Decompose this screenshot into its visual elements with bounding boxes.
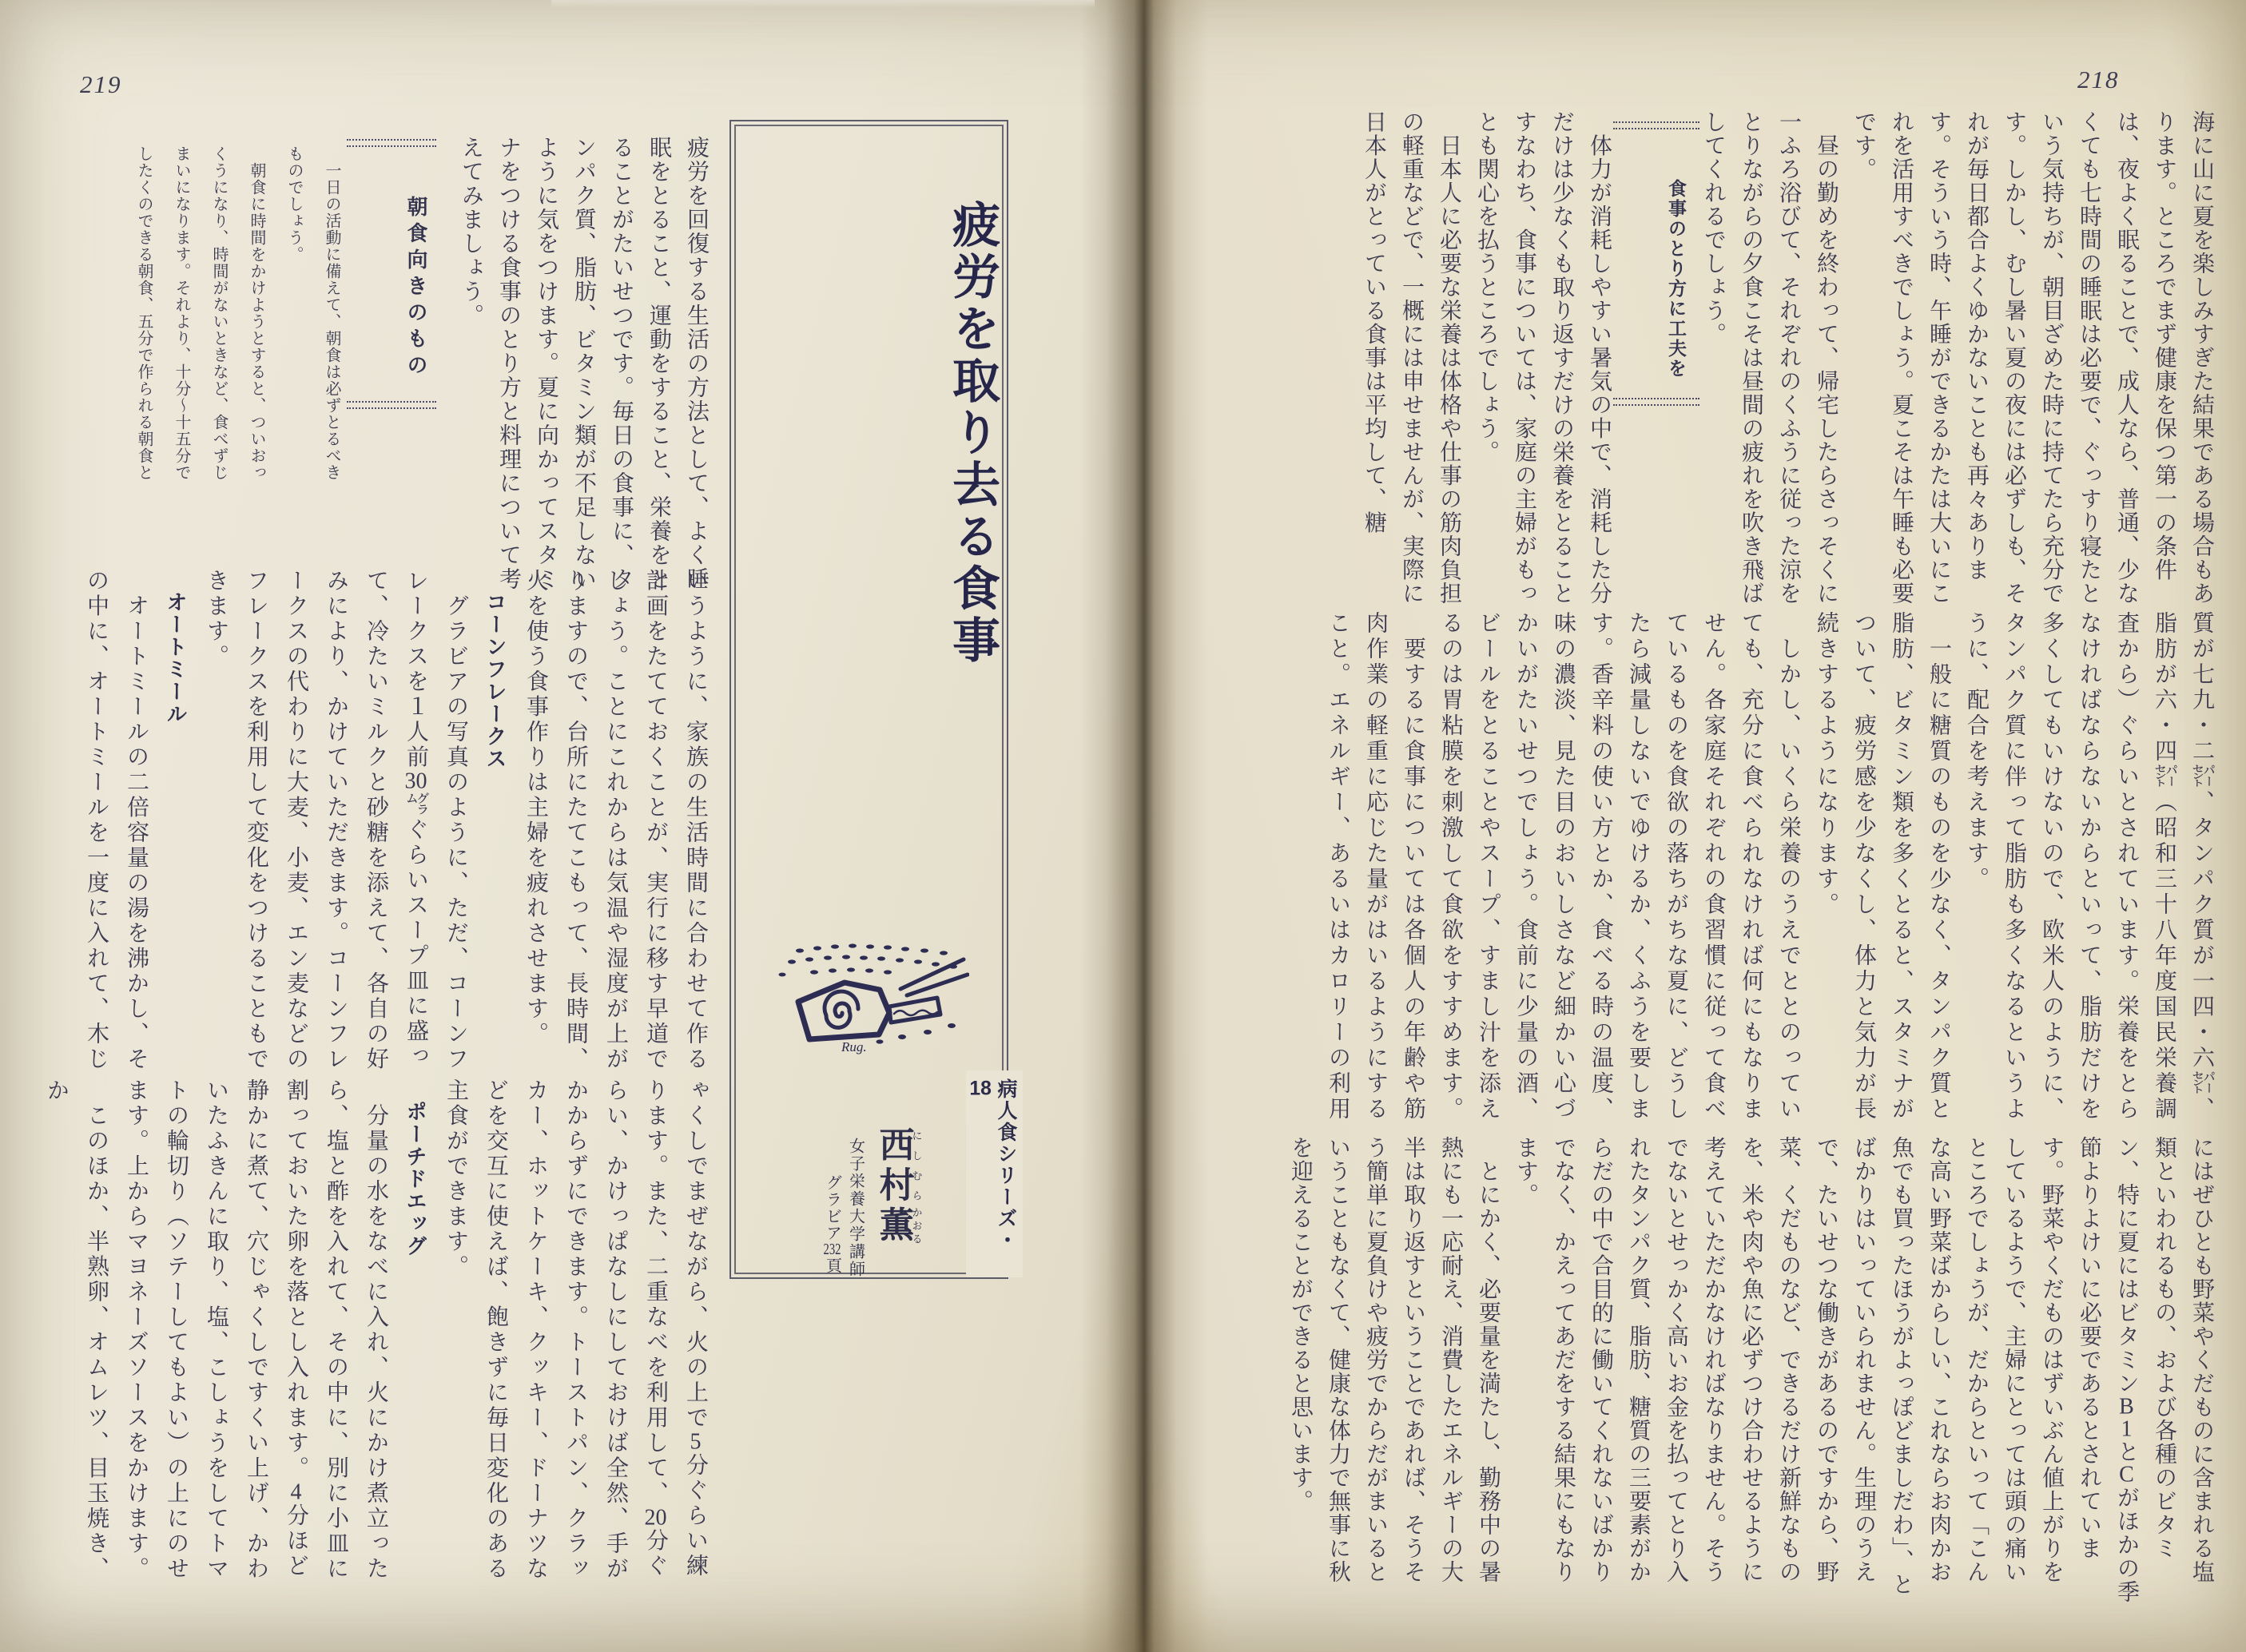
pot-and-chopsticks-doodle-illustration bbox=[768, 939, 969, 1059]
section-header-meal-planning bbox=[1618, 133, 1695, 395]
column-group bbox=[76, 569, 715, 1082]
left-band3 bbox=[44, 1078, 715, 1594]
author-affiliation: 女子栄養大学講師 bbox=[846, 1138, 865, 1278]
text-paragraph: オートミールの二倍容量の湯を沸かし、その中に、オートミールを一度に入れて、木じ bbox=[84, 569, 149, 1072]
author-surname-ruby: にしむら bbox=[910, 1126, 923, 1206]
text-paragraph: グラビアの写真のように、ただ、コーンフレークスを１人前30㌘ぐらいスープ皿に盛って、冷たいミルクと砂糖を添えて、各自の好みにより、かけていただきます。コーンフレークスの代わりに大麦、小麦、エン麦などのフレークスを利用して変化をつけることもできます。 bbox=[204, 569, 468, 1072]
page-number-left: 219 bbox=[80, 70, 122, 98]
page-right-218 bbox=[1147, 0, 2246, 1652]
text-paragraph: 疲労を回復する生活の方法として、よく睡眠をとること、運動をすること、栄養をとることがたいせつです。毎日の食事に、タンパク質、脂肪、ビタミン類が不足しないように気をつけます。夏に向かってスタミナをつける食事のとり方と料理について考えてみましょう。 bbox=[459, 136, 709, 591]
section-header-text: 食事のとり方に工夫を bbox=[1666, 179, 1687, 379]
text-paragraph: 質が七九・二㌫、タンパク質が一四・六㌫、脂肪が六・四㌫（昭和三十八年度国民栄養調査から）ぐらいとされています。栄養をとらなければならないからといって、脂肪だけを多くしてもいけないので、欧米人のように、タンパク質に伴って脂肪も多くなるというように、配合を考えます。 bbox=[1964, 611, 2214, 1122]
gravure-page-note: グラビア232頁 bbox=[823, 1174, 841, 1274]
column-group bbox=[1355, 110, 1618, 607]
recipe-label: ポーチドエッグ bbox=[403, 1101, 427, 1257]
text-paragraph: しかし、いくら栄養のうえでととのっていても、充分に食べられなければ何にもなりません。各家庭それぞれの食習慣に従って食べているものを食欲の落ちがちな夏に、どうしたら減量しないでゆけるか、くふうを要します。香辛料の使い方とか、食べる時の温度、味の濃淡、見た目のおいしさなど細かい心づかいがたいせつでしょう。食前に少量の酒、ビールをとることやスープ、すまし汁を添えるのは胃粘膜を刺激して食欲をすすめます。 bbox=[1438, 611, 1801, 1122]
recipe-label: オートミール bbox=[164, 591, 188, 725]
article-title: 疲労を取り去る食事 bbox=[946, 200, 999, 667]
column-group bbox=[1319, 611, 2220, 1134]
illustration-signature: Rug. bbox=[841, 1039, 867, 1054]
author-surname: 西村 bbox=[873, 1126, 913, 1206]
page-number-right: 218 bbox=[2077, 66, 2120, 93]
text-paragraph: 分量の水をなべに入れ、火にかけ煮立ったら、塩と酢を入れて、その中に、別に小皿に割っておいた卵を落とし入れます。4分ほど静かに煮て、穴じゃくしですくい上げ、かわいたふきんに取り、塩、こしょうをしてトマトの輪切り（ソテーしてもよい）の上にのせます。上からマヨネーズソースをかけます。 bbox=[124, 1078, 388, 1582]
series-label: 病人食シリーズ・18 bbox=[966, 1070, 1023, 1277]
author-givenname-ruby: かおる bbox=[910, 1206, 923, 1246]
text-paragraph: 海に山に夏を楽しみすぎた結果である場合もあります。ところでまず健康を保つ第一の条件は、夜よく眠ることで、成人なら、普通、少なくても七時間の睡眠は必要で、ぐっすり寝たという気持ちが、朝目ざめた時に持てたら充分です。しかし、むし暑い夏の夜には必ずしも、それが毎日都合よくゆかないことも再々あります。そういう時、午睡ができるかたは大いにこれを活用すべきでしょう。夏こそは午睡も必要です。 bbox=[1851, 110, 2214, 606]
left-band1-intro bbox=[439, 136, 715, 599]
left-band2 bbox=[48, 569, 715, 1082]
text-paragraph: 体力が消耗しやすい暑気の中で、消耗した分だけは少なくも取り返すだけの栄養をとることすなわち、食事については、家庭の主婦がもっとも関心を払うところでしょう。 bbox=[1474, 110, 1612, 606]
text-paragraph: このほか、半熟卵、オムレツ、目玉焼き、か bbox=[44, 1078, 109, 1582]
author-name bbox=[868, 1126, 923, 1278]
column-group bbox=[36, 1078, 715, 1594]
text-paragraph: 要するに食事については各個人の年齢や筋肉作業の軽重に応じた量がはいるようにすること。エネルギー、あるいはカロリーの利用 bbox=[1326, 611, 1425, 1122]
intro-column-group bbox=[452, 136, 715, 599]
section-header-text: 朝食向きのもの bbox=[404, 195, 428, 380]
section-header-breakfast bbox=[352, 150, 431, 398]
right-band2 bbox=[1222, 611, 2220, 1134]
text-paragraph: とにかく、必要量を満たし、勤務中の暑熱にも一応耐え、消費したエネルギーの大半は取り返すということであれば、そうそう簡単に夏負けや疲労でからだがまいるということもなくて、健康な体力で無事に秋を迎えることができると思います。 bbox=[1288, 1136, 1501, 1584]
text-paragraph: にはぜひとも野菜やくだものに含まれる塩類といわれるもの、および各種のビタミン、特に夏にはビタミンB1とCがほかの季節よりよけいに必要であるとされています。野菜やくだものはずいぶん値上がりをしているようで、主婦にとっては頭の痛いところでしょうが、だからといって「こんな高い野菜ばからしい、これならお肉かお魚でも買ったほうがよっぽどましだわ」、とばかりはいっていられません。生理のうえで、たいせつな働きがあるのですから、野菜、くだものなど、できるだけ新鮮なものを、米や肉や魚に必ずつけ合わせるように考えていただかなければなりません。そうでないとせっかく高いお金を払ってとり入れたタンパク質、脂肪、糖質の三要素がからだの中で合目的に働いてくれないばかりでなく、かえってあだをする結果にもなります。 bbox=[1513, 1136, 2214, 1604]
text-paragraph: いうように、家族の生活時間に合わせて作る計画をたてておくことが、実行に移す早道でしょう。ことにこれからは気温や湿度が上がりますので、台所にたてこもって、長時間、火を使う食事作りは主婦を疲れさせます。 bbox=[523, 569, 708, 1072]
column-group bbox=[1695, 110, 2220, 607]
column-group bbox=[1282, 1136, 2220, 1606]
text-paragraph: 朝食に時間をかけようとすると、ついおっくうになり、時間がないときなど、食べずじまいになります。それより、十分〜十五分でしたくのできる朝食、五分で作られる朝食と bbox=[135, 145, 265, 481]
text-paragraph: ゃくしでまぜながら、火の上で5分ぐらい練ります。また、二重なべを利用して、20分ぐらい、かけっぱなしにしておけば全然、手がかからずにできます。トーストパン、クラッカー、ホットケーキ、クッキー、ドーナツなどを交互に使えば、飽きずに毎日変化のある主食ができます。 bbox=[443, 1078, 708, 1582]
author-givenname: 薫 bbox=[873, 1206, 913, 1246]
right-band3 bbox=[1222, 1136, 2220, 1606]
text-paragraph: 日本人に必要な栄養は体格や仕事の筋肉負担の軽重などで、一概には申せませんが、実際に日本人がとっている食事は平均して、糖 bbox=[1362, 110, 1461, 606]
right-band1 bbox=[1222, 110, 2220, 607]
text-paragraph: 一般に糖質のものを少なく、タンパク質と脂肪、ビタミン類を多くとると、スタミナがついて、疲労感を少なくし、体力と気力が長続きするようになります。 bbox=[1814, 611, 1951, 1122]
author-block bbox=[821, 1126, 923, 1278]
text-paragraph: 一日の活動に備えて、朝食は必ずとるべきものでしょう。 bbox=[285, 145, 340, 481]
left-band1-body bbox=[118, 145, 350, 489]
title-box bbox=[729, 120, 1017, 1279]
column-group bbox=[125, 145, 350, 489]
text-paragraph: 昼の勤めを終わって、帰宅したらさっそくに一ふろ浴びて、それぞれのくふうに従った涼をとりながらの夕食こそは昼間の疲れを吹き飛ばしてくれるでしょう。 bbox=[1701, 110, 1839, 606]
recipe-label: コーンフレークス bbox=[483, 591, 507, 770]
